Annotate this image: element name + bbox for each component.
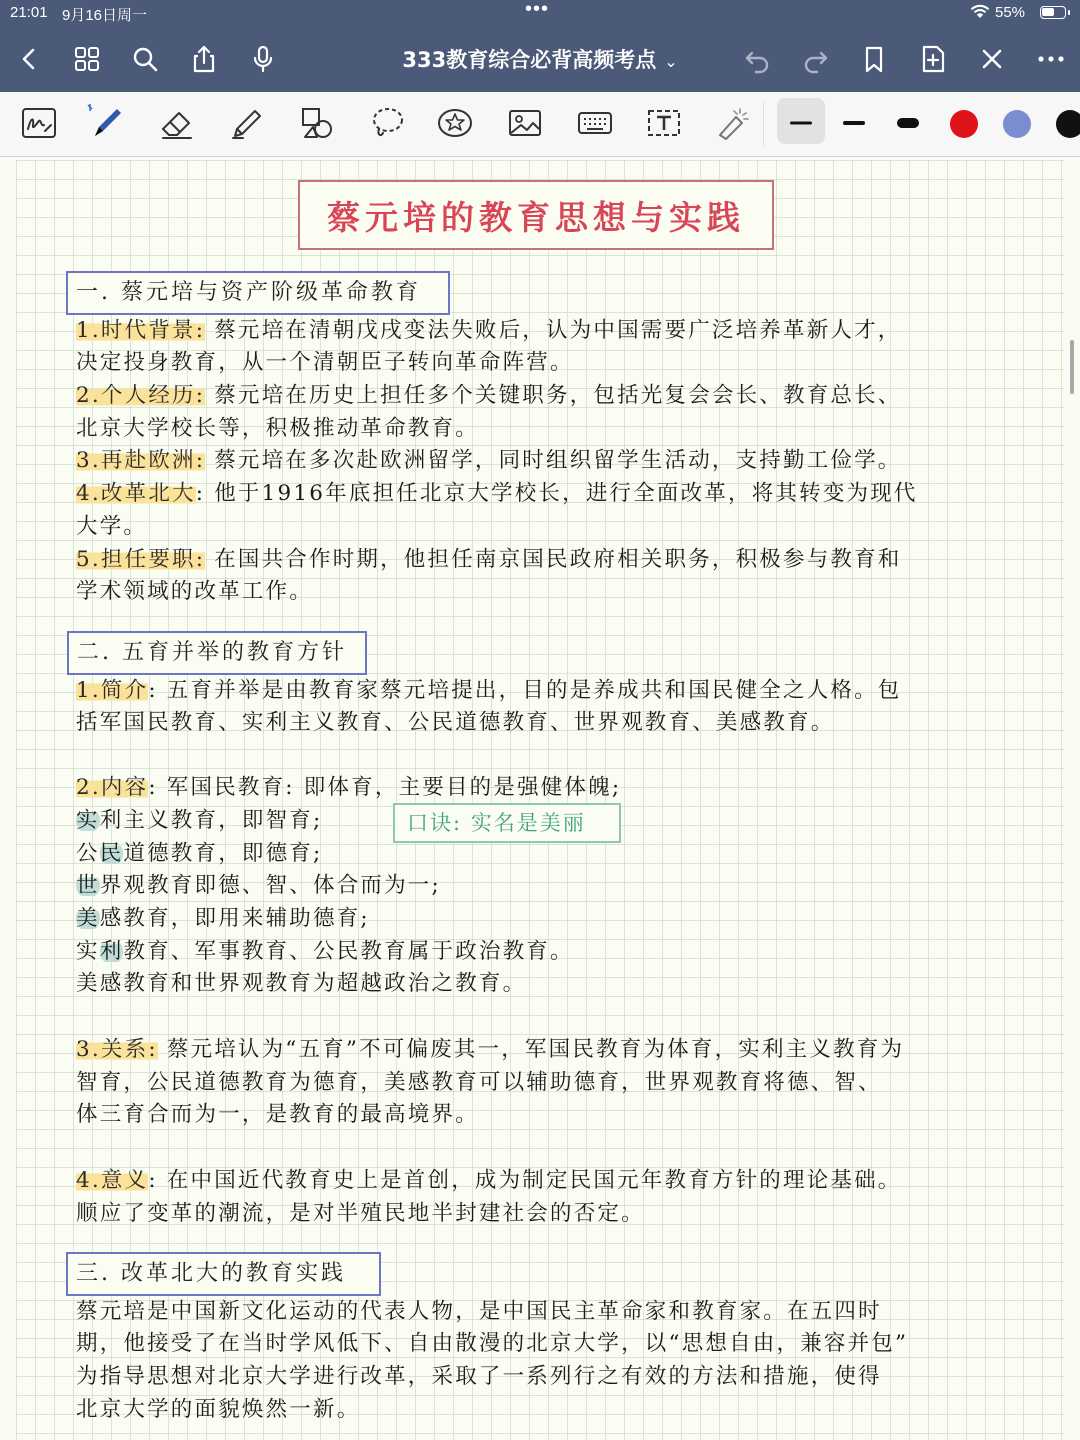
note-title-box	[298, 180, 774, 250]
education-item	[76, 839, 322, 869]
back-icon[interactable]	[12, 42, 46, 76]
battery-icon	[1040, 6, 1066, 19]
wifi-icon	[970, 4, 990, 24]
section-1-line	[76, 414, 479, 444]
search-icon[interactable]	[128, 42, 162, 76]
top-bar	[0, 0, 1080, 92]
microphone-icon[interactable]	[246, 42, 280, 76]
close-icon[interactable]	[975, 42, 1009, 76]
education-item	[76, 937, 574, 967]
document-title[interactable]	[300, 44, 780, 74]
mnemonic-char: 实	[76, 808, 100, 833]
undo-icon[interactable]	[740, 42, 774, 76]
education-item	[76, 904, 370, 934]
section-3-line	[76, 1395, 360, 1425]
section-2-content-line	[76, 773, 621, 803]
mnemonic-char: 世	[76, 873, 100, 898]
share-icon[interactable]	[187, 42, 221, 76]
line-text: 蔡元培在清朝戊戌变法失败后，认为中国需要广泛培养革新人才，	[205, 318, 902, 343]
section-1-line	[76, 545, 902, 575]
multitasking-dots-icon[interactable]: •••	[525, 0, 550, 20]
battery-nub	[1068, 10, 1070, 15]
handwriting-to-text-icon[interactable]	[16, 102, 62, 144]
status-time: 21:01	[10, 4, 48, 21]
section-1-line	[76, 479, 918, 509]
line-text: 学术领域的改革工作。	[76, 579, 314, 604]
item-prefix: 实	[76, 939, 100, 964]
text-tool-icon[interactable]	[641, 102, 687, 144]
section-1-line	[76, 446, 902, 476]
grid-view-icon[interactable]	[70, 42, 104, 76]
status-date: 9月16日周一	[62, 7, 148, 24]
toolbar-separator	[763, 102, 764, 146]
item-text: 教育、军事教育、公民教育属于政治教育。	[123, 939, 574, 964]
section-2-significance-line	[76, 1199, 645, 1229]
line-text: 括军国民教育、实利主义教育、公民道德教育、世界观教育、美感教育。	[76, 710, 835, 735]
section-3-heading: 三. 改革北大的教育实践	[66, 1252, 381, 1296]
line-text: 为指导思想对北京大学进行改革，采取了一系列行之有效的方法和措施，使得	[76, 1364, 882, 1389]
item-text: 利主义教育，即智育;	[99, 808, 323, 833]
line-text: 蔡元培是中国新文化运动的代表人物，是中国民主革命家和教育家。在五四时	[76, 1299, 882, 1324]
drawing-toolbar	[0, 92, 1080, 157]
line-label: 2.个人经历:	[76, 383, 206, 408]
line-text: 蔡元培在历史上担任多个关键职务，包括光复会会长、教育总长、	[205, 383, 902, 408]
line-label: 2.内容	[76, 775, 149, 800]
item-text: 美感教育和世界观教育为超越政治之教育。	[76, 971, 527, 996]
line-text: : 军国民教育: 即体育，主要目的是强健体魄;	[148, 775, 622, 800]
line-label: 4.改革北大	[76, 481, 196, 506]
mnemonic-char: 利	[99, 939, 124, 964]
line-text: : 他于1916年底担任北京大学校长，进行全面改革，将其转变为现代	[195, 481, 918, 506]
color-black-swatch[interactable]	[1056, 110, 1080, 138]
item-text: 感教育，即用来辅助德育;	[99, 906, 370, 931]
line-label: 1.简介	[76, 678, 149, 703]
keyboard-tool-icon[interactable]	[572, 102, 618, 144]
item-prefix: 公	[76, 841, 100, 866]
section-1-line	[76, 348, 574, 378]
line-text: : 五育并举是由教育家蔡元培提出，目的是养成共和国民健全之人格。包	[148, 678, 902, 703]
status-bar	[0, 0, 1080, 26]
section-2-relation-line	[76, 1035, 904, 1065]
line-label: 4.意义	[76, 1168, 149, 1193]
note-title: 蔡元培的教育思想与实践	[327, 197, 745, 237]
line-text: 北京大学的面貌焕然一新。	[76, 1397, 361, 1422]
item-text: 界观教育即德、智、体合而为一;	[99, 873, 441, 898]
line-label: 5.担任要职:	[76, 547, 206, 572]
image-tool-icon[interactable]	[502, 102, 548, 144]
section-2-relation-line	[76, 1068, 882, 1098]
battery-percent: 55%	[995, 4, 1026, 21]
mnemonic-char: 美	[76, 906, 100, 931]
section-1-line	[76, 316, 902, 346]
line-text: 智育，公民道德教育为德育，美感教育可以辅助德育，世界观教育将德、智、	[76, 1070, 882, 1095]
chevron-down-icon: ⌄	[664, 52, 678, 71]
section-2-line	[76, 676, 902, 706]
line-text: 顺应了变革的潮流，是对半殖民地半封建社会的否定。	[76, 1201, 645, 1226]
line-text: : 在中国近代教育史上是首创，成为制定民国元年教育方针的理论基础。	[148, 1168, 902, 1193]
education-item	[76, 969, 526, 999]
line-text: 决定投身教育，从一个清朝臣子转向革命阵营。	[76, 350, 574, 375]
pen-tool-icon[interactable]	[84, 102, 130, 144]
shape-tool-icon[interactable]	[294, 102, 340, 144]
sticker-tool-icon[interactable]	[432, 102, 478, 144]
line-label: 1.时代背景:	[76, 318, 206, 343]
line-label: 3.关系:	[76, 1037, 158, 1062]
item-text: 道德教育，即德育;	[123, 841, 323, 866]
more-options-icon[interactable]	[1034, 42, 1068, 76]
section-1-line	[76, 577, 313, 607]
mnemonic-char: 民	[99, 841, 124, 866]
color-periwinkle-swatch[interactable]	[1003, 110, 1031, 138]
line-text: 蔡元培认为“五育”不可偏废其一，军国民教育为体育，实利主义教育为	[157, 1037, 905, 1062]
section-3-line	[76, 1297, 882, 1327]
line-text: 大学。	[76, 514, 148, 539]
stroke-thick-icon[interactable]	[885, 102, 931, 144]
line-text: 期，他接受了在当时学风低下、自由散漫的北京大学，以“思想自由，兼容并包”	[76, 1331, 909, 1356]
section-3-line	[76, 1329, 908, 1359]
section-2-heading: 二. 五育并举的教育方针	[67, 631, 367, 675]
add-page-icon[interactable]	[916, 42, 950, 76]
color-red-swatch[interactable]	[950, 110, 978, 138]
line-text: 蔡元培在多次赴欧洲留学，同时组织留学生活动，支持勤工俭学。	[205, 448, 902, 473]
section-1-line	[76, 512, 147, 542]
document-title-text: 333教育综合必背高频考点	[402, 48, 657, 72]
eraser-tool-icon[interactable]	[154, 102, 200, 144]
section-2-significance-line	[76, 1166, 902, 1196]
education-item	[76, 806, 322, 836]
section-1-heading: 一. 蔡元培与资产阶级革命教育	[66, 271, 450, 315]
line-text: 体三育合而为一，是教育的最高境界。	[76, 1102, 479, 1127]
section-3-line	[76, 1362, 882, 1392]
laser-pointer-icon[interactable]	[709, 102, 755, 144]
scroll-indicator[interactable]	[1070, 340, 1074, 394]
mnemonic-box: 口诀: 实名是美丽	[393, 803, 621, 843]
redo-icon[interactable]	[799, 42, 833, 76]
bookmark-icon[interactable]	[857, 42, 891, 76]
line-text: 在国共合作时期，他担任南京国民政府相关职务，积极参与教育和	[205, 547, 902, 572]
battery-fill	[1042, 8, 1054, 16]
section-2-line	[76, 708, 834, 738]
section-2-relation-line	[76, 1100, 479, 1130]
highlighter-tool-icon[interactable]	[224, 102, 270, 144]
section-1-line	[76, 381, 902, 411]
line-label: 3.再赴欧洲:	[76, 448, 206, 473]
line-text: 北京大学校长等，积极推动革命教育。	[76, 416, 479, 441]
stroke-medium-icon[interactable]	[831, 102, 877, 144]
stroke-thin-icon[interactable]	[778, 102, 824, 144]
education-item	[76, 871, 441, 901]
lasso-tool-icon[interactable]	[364, 102, 410, 144]
